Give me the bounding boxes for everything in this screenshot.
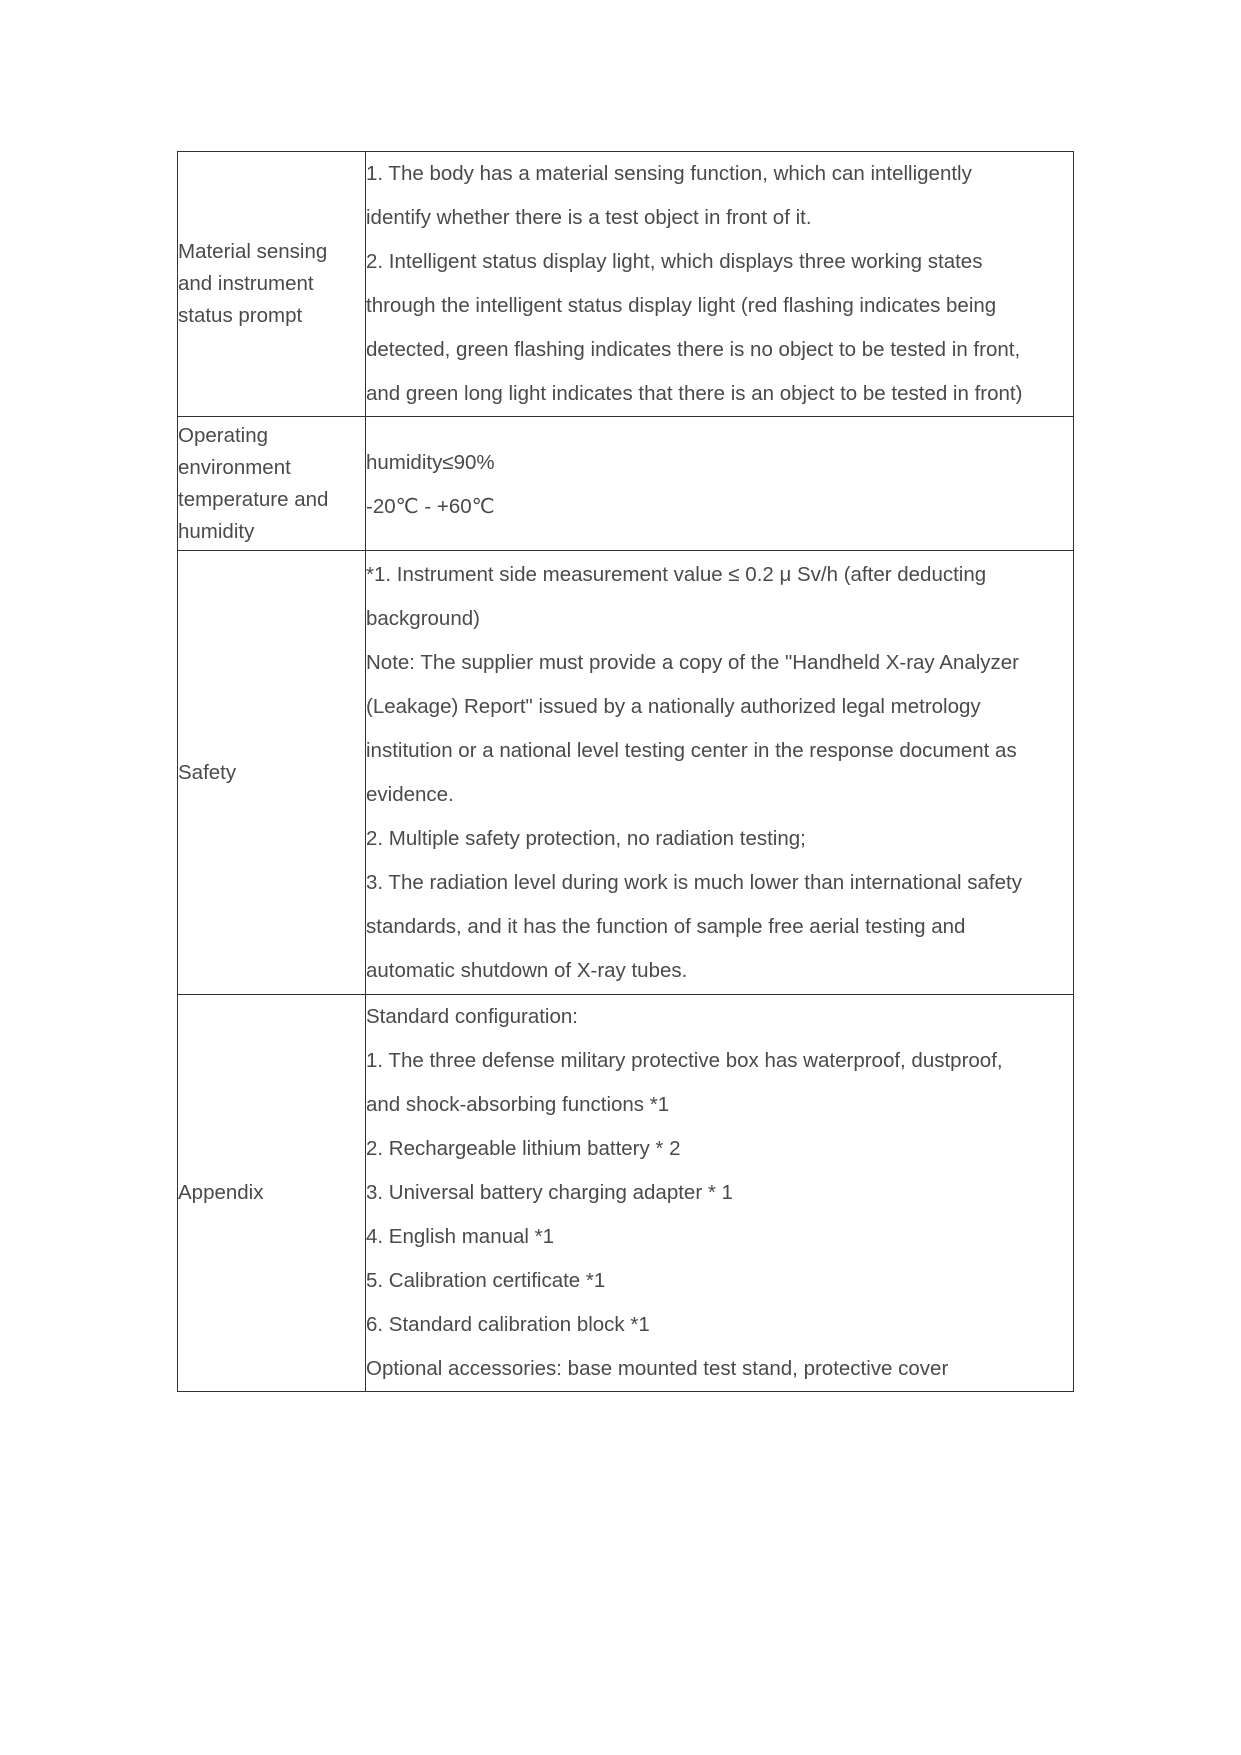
value-line: background)	[366, 606, 480, 630]
value-line: detected, green flashing indicates there is no object to be tested in front,	[366, 338, 1021, 361]
table-row-safety	[178, 551, 1074, 995]
value-line: 6. Standard calibration block *1	[366, 1313, 650, 1336]
table-row-appendix	[178, 995, 1074, 1392]
label-line: Appendix	[178, 1181, 264, 1204]
value-line: 2. Multiple safety protection, no radiation testing;	[366, 826, 806, 850]
value-line: standards, and it has the function of sample free aerial testing and	[366, 914, 966, 938]
row-value	[366, 995, 1074, 1392]
row-value	[366, 152, 1074, 417]
value-line: Note: The supplier must provide a copy of the "Handheld X-ray Analyzer	[366, 650, 1019, 674]
value-line: evidence.	[366, 782, 454, 806]
specification-table	[177, 151, 1074, 1392]
value-line: -20℃ - +60℃	[366, 495, 495, 518]
row-label	[178, 152, 366, 417]
value-line: 1. The three defense military protective box has waterproof, dustproof,	[366, 1049, 1003, 1072]
value-line: 4. English manual *1	[366, 1225, 555, 1248]
label-line: Safety	[178, 760, 237, 784]
table-row-material-sensing	[178, 152, 1074, 417]
value-line: *1. Instrument side measurement value ≤ 0.2 μ Sv/h (after deducting	[366, 562, 987, 586]
row-label	[178, 417, 366, 551]
value-line: 2. Intelligent status display light, which displays three working states	[366, 250, 983, 273]
value-line: institution or a national level testing center in the response document as	[366, 738, 1017, 762]
label-line: and instrument	[178, 272, 314, 295]
value-line: identify whether there is a test object in front of it.	[366, 206, 812, 229]
label-line: status prompt	[178, 304, 303, 327]
value-line: Standard configuration:	[366, 1005, 578, 1028]
value-line: 2. Rechargeable lithium battery * 2	[366, 1137, 681, 1160]
row-value	[366, 417, 1074, 551]
row-value	[366, 551, 1074, 995]
row-label	[178, 995, 366, 1392]
label-line: temperature and	[178, 487, 329, 511]
value-line: 3. The radiation level during work is much lower than international safety	[366, 870, 1022, 894]
value-line: 3. Universal battery charging adapter * 1	[366, 1181, 733, 1204]
value-line: through the intelligent status display light (red flashing indicates being	[366, 294, 997, 317]
value-line: and green long light indicates that there is an object to be tested in front)	[366, 382, 1023, 405]
value-line: Optional accessories: base mounted test stand, protective cover	[366, 1357, 949, 1380]
value-line: and shock-absorbing functions *1	[366, 1093, 670, 1116]
value-line: automatic shutdown of X-ray tubes.	[366, 958, 688, 982]
label-line: humidity	[178, 519, 255, 543]
label-line: Material sensing	[178, 240, 328, 263]
value-line: 1. The body has a material sensing function, which can intelligently	[366, 162, 972, 185]
label-line: Operating	[178, 423, 269, 447]
label-line: environment	[178, 455, 291, 479]
value-line: humidity≤90%	[366, 451, 495, 474]
value-line: 5. Calibration certificate *1	[366, 1269, 606, 1292]
table-row-operating-environment	[178, 417, 1074, 551]
row-label	[178, 551, 366, 995]
value-line: (Leakage) Report" issued by a nationally authorized legal metrology	[366, 694, 981, 718]
